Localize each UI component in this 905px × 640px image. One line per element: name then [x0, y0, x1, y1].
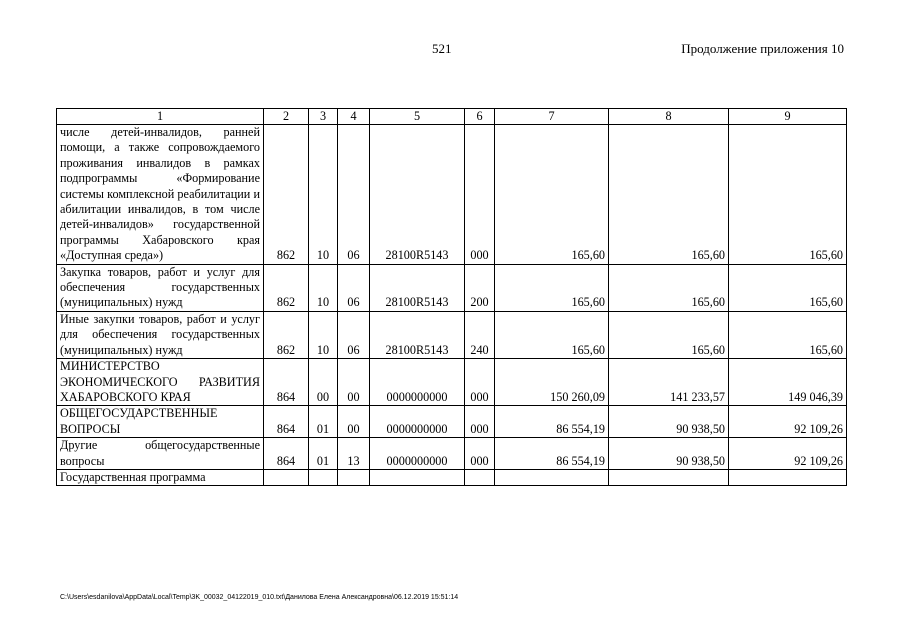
- cell-target-article: 28100R5143: [370, 264, 465, 311]
- table-row: [57, 359, 847, 406]
- cell-section: 10: [309, 264, 338, 311]
- cell-amount-col7: 165,60: [495, 264, 609, 311]
- cell-target-article: 0000000000: [370, 438, 465, 470]
- cell-amount-col9: 92 109,26: [729, 438, 847, 470]
- empty-cell: [338, 469, 370, 485]
- row-name: Иные закупки товаров, работ и услуг для обеспечения государственных (муниципальных) нужд: [57, 311, 264, 358]
- column-header: 4: [338, 109, 370, 125]
- empty-cell: [370, 469, 465, 485]
- cell-amount-col9: 165,60: [729, 264, 847, 311]
- cell-section: 01: [309, 438, 338, 470]
- cell-amount-col8: 165,60: [609, 125, 729, 265]
- row-name: МИНИСТЕРСТВО ЭКОНОМИЧЕСКОГО РАЗВИТИЯ ХАБАРОВСКОГО КРАЯ: [57, 359, 264, 406]
- cell-ministry-code: 864: [264, 359, 309, 406]
- cell-ministry-code: 862: [264, 264, 309, 311]
- table-row: [57, 264, 847, 311]
- cell-amount-col8: 165,60: [609, 311, 729, 358]
- column-header: 6: [465, 109, 495, 125]
- cell-section: 10: [309, 125, 338, 265]
- table-row: [57, 311, 847, 358]
- empty-cell: [609, 469, 729, 485]
- column-number-row: [57, 109, 847, 125]
- empty-cell: [729, 469, 847, 485]
- cell-expense-type: 000: [465, 125, 495, 265]
- row-name: числе детей-инвалидов, ранней помощи, а также сопровождаемого проживания инвалидов в рамках подпрограммы «Формирование системы комплексной реабилитации и абилитации инвалидов, в том числе детей-инвалидов» государственной программы Хабаровского края «Доступная среда»): [57, 125, 264, 265]
- column-header: 8: [609, 109, 729, 125]
- cell-subsection: 13: [338, 438, 370, 470]
- cell-amount-col7: 165,60: [495, 311, 609, 358]
- empty-cell: [264, 469, 309, 485]
- budget-table: [56, 108, 847, 486]
- appendix-note: Продолжение приложения 10: [681, 41, 844, 56]
- empty-cell: [309, 469, 338, 485]
- cell-target-article: 28100R5143: [370, 311, 465, 358]
- cell-subsection: 00: [338, 406, 370, 438]
- row-name: Государственная программа: [57, 469, 264, 485]
- cell-subsection: 00: [338, 359, 370, 406]
- column-header: 5: [370, 109, 465, 125]
- row-name: Закупка товаров, работ и услуг для обеспечения государственных (муниципальных) нужд: [57, 264, 264, 311]
- cell-amount-col8: 90 938,50: [609, 406, 729, 438]
- column-header: 9: [729, 109, 847, 125]
- cell-subsection: 06: [338, 311, 370, 358]
- empty-cell: [495, 469, 609, 485]
- column-header: 1: [57, 109, 264, 125]
- cell-amount-col8: 165,60: [609, 264, 729, 311]
- page-number: 521: [432, 41, 452, 56]
- row-name: Другие общегосударственные вопросы: [57, 438, 264, 470]
- cell-amount-col7: 165,60: [495, 125, 609, 265]
- column-header: 2: [264, 109, 309, 125]
- cell-ministry-code: 862: [264, 311, 309, 358]
- cell-expense-type: 000: [465, 438, 495, 470]
- cell-target-article: 0000000000: [370, 406, 465, 438]
- cell-amount-col8: 141 233,57: [609, 359, 729, 406]
- cell-section: 10: [309, 311, 338, 358]
- cell-amount-col9: 92 109,26: [729, 406, 847, 438]
- table-body: [57, 125, 847, 486]
- cell-section: 00: [309, 359, 338, 406]
- cell-ministry-code: 862: [264, 125, 309, 265]
- cell-subsection: 06: [338, 264, 370, 311]
- cell-section: 01: [309, 406, 338, 438]
- cell-expense-type: 000: [465, 406, 495, 438]
- cell-target-article: 28100R5143: [370, 125, 465, 265]
- cell-amount-col9: 165,60: [729, 311, 847, 358]
- cell-ministry-code: 864: [264, 406, 309, 438]
- table-row: [57, 125, 847, 265]
- cell-ministry-code: 864: [264, 438, 309, 470]
- row-name: ОБЩЕГОСУДАРСТВЕННЫЕ ВОПРОСЫ: [57, 406, 264, 438]
- cell-amount-col7: 86 554,19: [495, 438, 609, 470]
- cell-amount-col7: 86 554,19: [495, 406, 609, 438]
- cell-amount-col9: 149 046,39: [729, 359, 847, 406]
- table-row: [57, 438, 847, 470]
- cell-expense-type: 200: [465, 264, 495, 311]
- column-header: 7: [495, 109, 609, 125]
- cell-amount-col9: 165,60: [729, 125, 847, 265]
- cell-amount-col8: 90 938,50: [609, 438, 729, 470]
- footer-file-path: C:\Users\esdanilova\AppData\Local\Temp\3K_00032_04122019_010.txt\Данилова Елена Александровна\06.12.2019 15:51:14: [60, 594, 459, 601]
- empty-cell: [465, 469, 495, 485]
- cell-expense-type: 000: [465, 359, 495, 406]
- cell-subsection: 06: [338, 125, 370, 265]
- table-row: [57, 406, 847, 438]
- column-header: 3: [309, 109, 338, 125]
- cell-amount-col7: 150 260,09: [495, 359, 609, 406]
- cell-target-article: 0000000000: [370, 359, 465, 406]
- table-row-partial: [57, 469, 847, 485]
- cell-expense-type: 240: [465, 311, 495, 358]
